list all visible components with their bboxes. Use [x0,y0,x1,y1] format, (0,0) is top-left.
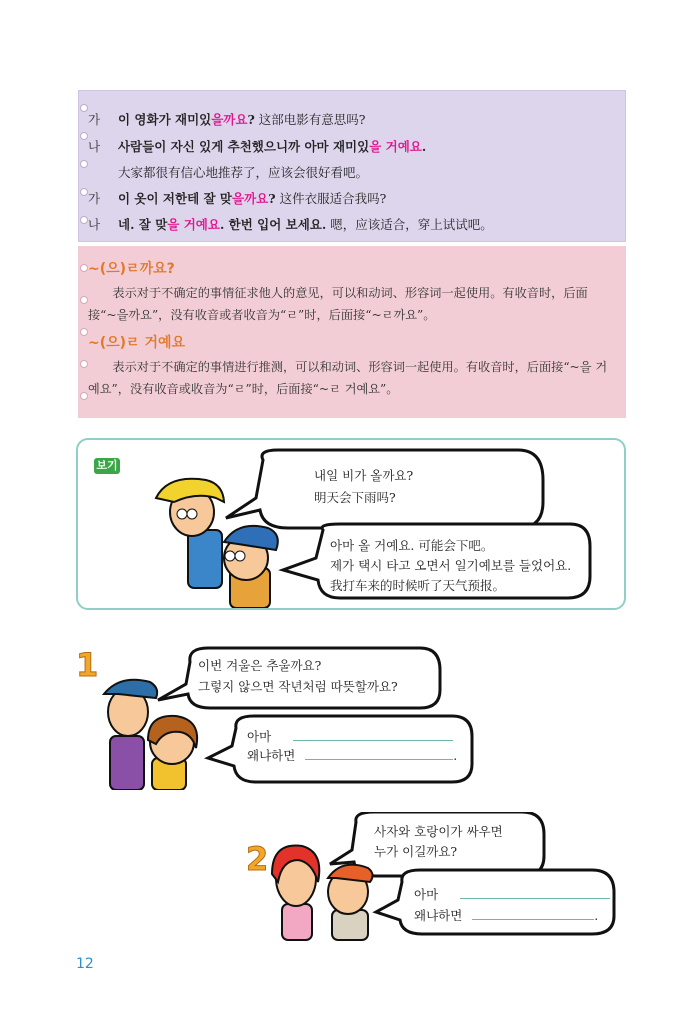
dialogue-line [88,110,365,128]
dialogue-line [88,163,368,181]
binder-hole [80,296,88,304]
character-boy-yellow-hair [156,479,224,588]
answer-label: 아마 [414,887,439,902]
exercise-number: 1 [76,646,99,684]
dialogue-line [88,215,493,233]
exercise-question: 그렇지 않으면 작년처럼 따뜻할까요? [198,679,398,694]
answer-label: 아마 [247,729,272,744]
answer-label: 왜냐하면 [247,748,296,763]
binder-hole [80,104,88,112]
grammar-explanation: 表示对于不确定的事情进行推测，可以和动词、形容词一起使用。有收音时，后面接“~을 거예요”，没有收音或收音为“ㄹ”时，后面接“~ㄹ 거예요”。 [88,360,608,396]
exercise-answer-row [414,906,598,924]
korean-text: 이 옷이 저한테 잘 맞 [118,191,233,206]
chinese-translation: 大家都很有信心地推荐了，应该会很好看吧。 [118,165,369,180]
example-badge: 보기 [94,458,120,474]
binder-hole [80,264,88,272]
grammar-box [78,246,626,418]
dialogue-line [88,189,386,207]
korean-text: 이 영화가 재미있 [118,112,212,127]
grammar-highlight: 을까요 [211,112,248,127]
chinese-translation: 这件衣服适合我吗? [279,191,387,206]
chinese-translation: 嗯，应该适合，穿上试试吧。 [330,217,493,232]
chinese-translation: 这部电影有意思吗? [258,112,366,127]
answer-blank[interactable] [472,907,594,920]
binder-hole [80,360,88,368]
answer-period: . [453,748,458,763]
example-question: 내일 비가 올까요? [314,468,414,483]
character-boy-blue-cap [224,526,278,608]
answer-blank[interactable] [293,728,453,741]
page-number: 12 [76,956,94,972]
answer-label: 왜냐하면 [414,908,463,923]
binder-hole [80,328,88,336]
binder-hole [80,216,88,224]
korean-text: . [421,139,427,154]
korean-text: ? [268,191,276,206]
dialogue-box [78,90,626,242]
korean-text: ? [247,112,255,127]
speaker-label: 가 [88,112,101,127]
grammar-heading: ~(으)ㄹ 거예요 [88,335,186,351]
dialogue-line [88,137,426,155]
exercise-answer-row [247,746,457,764]
grammar-highlight: 을 거예요 [167,217,220,232]
example-answer-translation: 我打车来的时候听了天气预报。 [330,578,506,593]
grammar-heading: ~(으)ㄹ까요? [88,261,175,277]
grammar-explanation: 表示对于不确定的事情征求他人的意见，可以和动词、形容词一起使用。有收音时，后面接“~을까요”，没有收音或者收音为“ㄹ”时，后面接“~ㄹ까요”。 [88,286,588,322]
korean-text: . 한번 입어 보세요. [219,217,327,232]
answer-blank[interactable] [460,886,610,899]
exercise-answer-row [247,727,453,745]
answer-blank[interactable] [305,747,453,760]
exercise-question: 이번 겨울은 추울까요? [198,658,322,673]
example-answer: 아마 올 거예요. 可能会下吧。 [330,538,494,553]
exercise-answer-row [414,885,610,903]
example-box [76,438,626,610]
korean-text: 네. 잘 맞 [118,217,168,232]
grammar-highlight: 을 거예요 [369,139,422,154]
binder-hole [80,132,88,140]
exercise-question: 누가 이길까요? [374,844,458,859]
binder-hole [80,188,88,196]
grammar-highlight: 을까요 [232,191,269,206]
example-question-translation: 明天会下雨吗? [314,490,396,505]
character-boy-orange-cap [328,865,373,940]
example-answer: 제가 택시 타고 오면서 일기예보를 들었어요. [330,558,572,573]
korean-text: 사람들이 자신 있게 추천했으니까 아마 재미있 [118,139,370,154]
exercise-number: 2 [246,840,269,878]
speaker-label: 나 [88,139,101,154]
answer-period: . [594,908,599,923]
character-girl-red-hair [272,846,319,940]
character-girl-curly-hair [148,716,197,790]
exercise-question: 사자와 호랑이가 싸우면 [374,824,503,839]
speaker-label: 나 [88,217,101,232]
binder-hole [80,392,88,400]
binder-hole [80,160,88,168]
speaker-label: 가 [88,191,101,206]
